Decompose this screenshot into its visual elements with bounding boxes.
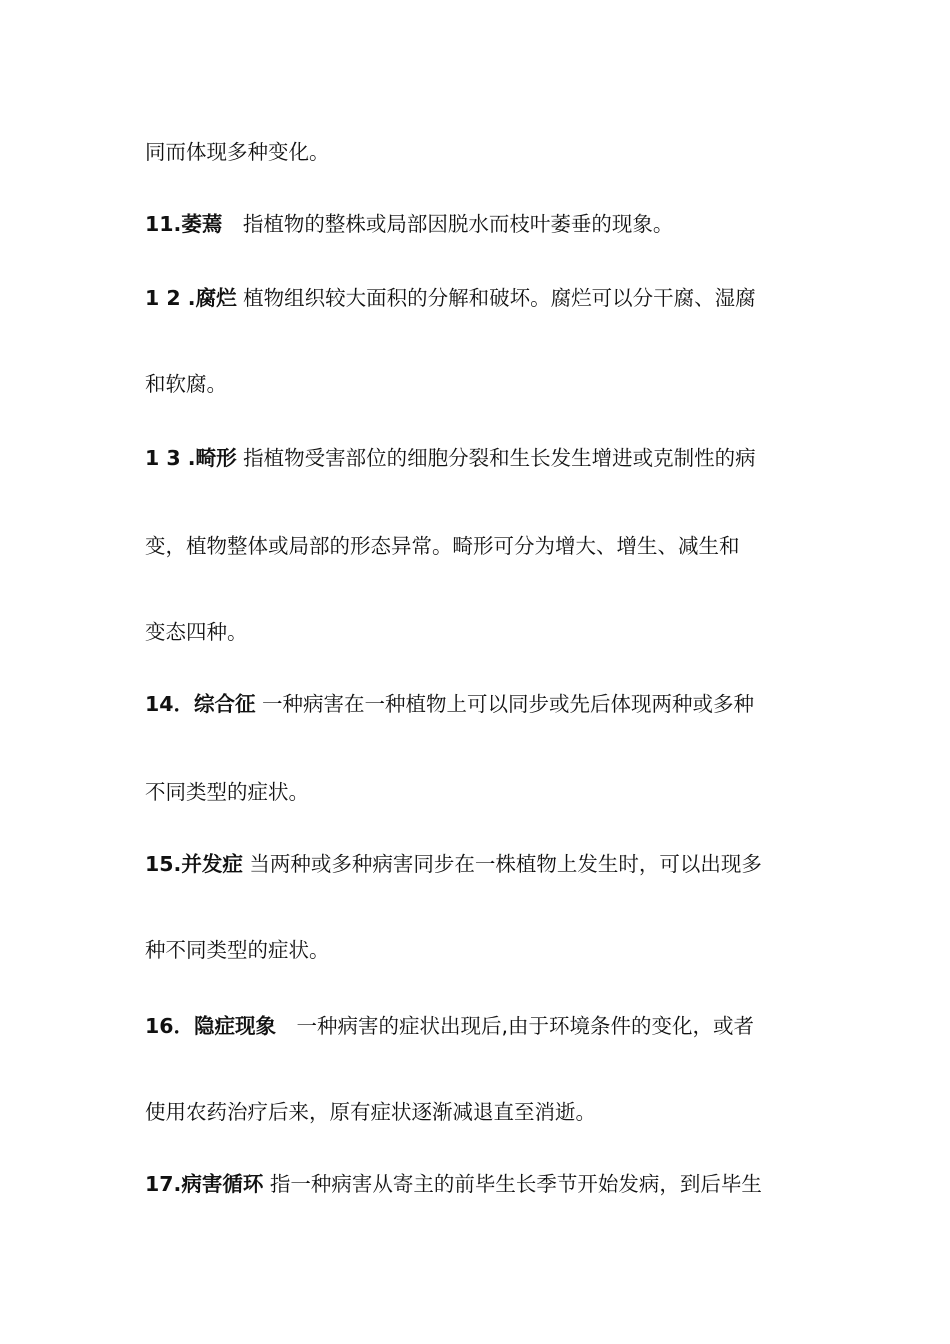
text-line <box>145 444 810 472</box>
definition-text: 和软腐。 <box>145 372 227 396</box>
term-label: 11.萎蔫 <box>145 212 223 236</box>
term-label: 16．隐症现象 <box>145 1014 277 1038</box>
definition-text: 指植物的整株或局部因脱水而枝叶萎垂的现象。 <box>222 212 674 236</box>
definition-text: 同而体现多种变化。 <box>145 140 330 164</box>
definition-text: 种不同类型的症状。 <box>145 938 330 962</box>
text-line <box>145 690 810 718</box>
term-label: 14．综合征 <box>145 692 256 716</box>
text-line <box>145 778 810 806</box>
text-line <box>145 284 810 312</box>
term-label: 15.并发症 <box>145 852 243 876</box>
text-line <box>145 210 810 238</box>
definition-text: 变态四种。 <box>145 620 248 644</box>
definition-text: 一种病害在一种植物上可以同步或先后体现两种或多种 <box>255 692 755 716</box>
text-line <box>145 370 810 398</box>
term-label: 1 2 .腐烂 <box>145 286 237 310</box>
definition-text: 一种病害的症状出现后,由于环境条件的变化，或者 <box>276 1014 755 1038</box>
definition-text: 指一种病害从寄主的前毕生长季节开始发病，到后毕生 <box>263 1172 762 1196</box>
term-label: 1 3 .畸形 <box>145 446 237 470</box>
text-line <box>145 1098 810 1126</box>
definition-text: 变，植物整体或局部的形态异常。畸形可分为增大、增生、减生和 <box>145 534 740 558</box>
text-line <box>145 1012 810 1040</box>
term-label: 17.病害循环 <box>145 1172 264 1196</box>
text-line <box>145 532 810 560</box>
definition-text: 不同类型的症状。 <box>145 780 309 804</box>
text-line <box>145 850 810 878</box>
text-line <box>145 618 810 646</box>
definition-text: 指植物受害部位的细胞分裂和生长发生增进或克制性的病 <box>236 446 756 470</box>
text-line <box>145 1170 810 1198</box>
text-line <box>145 138 810 166</box>
definition-text: 使用农药治疗后来，原有症状逐渐减退直至消逝。 <box>145 1100 596 1124</box>
definition-text: 当两种或多种病害同步在一株植物上发生时，可以出现多 <box>242 852 762 876</box>
definition-text: 植物组织较大面积的分解和破坏。腐烂可以分干腐、湿腐 <box>236 286 756 310</box>
text-line <box>145 936 810 964</box>
